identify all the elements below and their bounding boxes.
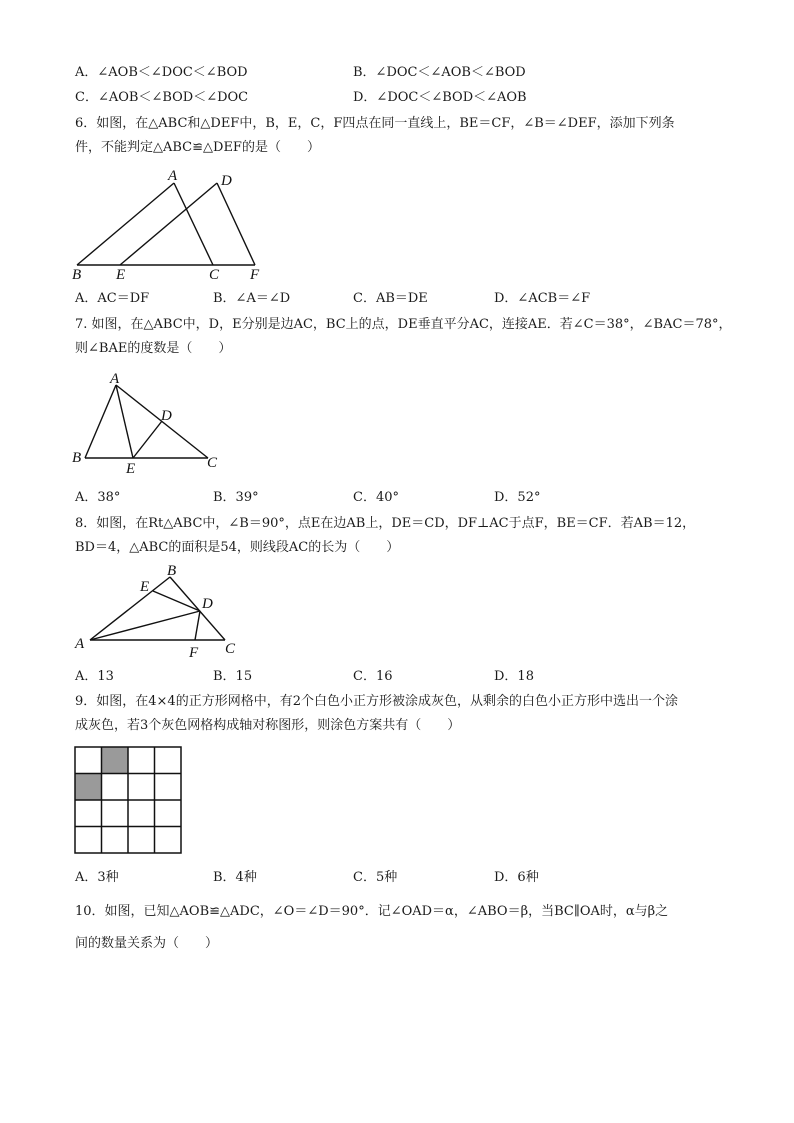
q8-label-A: A <box>75 636 85 652</box>
q8-option-a: A．13 <box>75 669 114 684</box>
q7-text-line1: 7. 如图，在△ABC中，D，E分别是边AC，BC上的点，DE垂直平分AC，连接AE．若∠C＝38°，∠BAC＝78°， <box>75 317 732 332</box>
q9-option-c: C．5种 <box>353 870 398 885</box>
q10-text-line2: 间的数量关系为（ ） <box>75 936 219 951</box>
q7-option-d: D．52° <box>494 490 541 505</box>
q9-option-a: A．3种 <box>75 870 119 885</box>
q6-label-E: E <box>116 267 126 280</box>
q6-label-F: F <box>250 267 260 280</box>
q9-option-b: B．4种 <box>213 870 257 885</box>
q8-option-d: D．18 <box>494 669 534 684</box>
q6-option-b: B．∠A＝∠D <box>213 291 291 306</box>
q9-text-line1: 9．如图，在4×4的正方形网格中，有2个白色小正方形被涂成灰色，从剩余的白色小正方形中选出一个涂 <box>75 694 678 709</box>
q8-label-C: C <box>225 641 236 657</box>
q7-label-C: C <box>207 455 218 471</box>
q10-text-line1: 10．如图，已知△AOB≌△ADC，∠O＝∠D＝90°．记∠OAD＝α，∠ABO＝β，当BC∥OA时，α与β之 <box>75 904 669 919</box>
q9-grid-figure <box>74 746 184 856</box>
q6-label-C: C <box>209 267 220 280</box>
q7-label-B: B <box>72 450 82 466</box>
q8-label-F: F <box>189 645 199 661</box>
q9-text-line2: 成灰色，若3个灰色网格构成轴对称图形，则涂色方案共有（ ） <box>75 718 461 733</box>
q8-label-E: E <box>140 579 150 595</box>
q6-option-c: C．AB＝DE <box>353 291 428 306</box>
q7-option-c: C．40° <box>353 490 399 505</box>
q5-option-c: C．∠AOB＜∠BOD＜∠DOC <box>75 90 249 105</box>
q7-label-A: A <box>110 371 120 387</box>
q7-figure <box>65 365 230 477</box>
q9-gray-cell <box>102 747 129 774</box>
q7-label-E: E <box>126 461 136 477</box>
q8-option-c: C．16 <box>353 669 393 684</box>
q8-figure <box>65 560 250 665</box>
q7-label-D: D <box>161 408 172 424</box>
q8-option-b: B．15 <box>213 669 253 684</box>
q9-gray-cell <box>75 774 102 801</box>
q6-figure <box>60 165 280 280</box>
q6-text-line2: 件，不能判定△ABC≌△DEF的是（ ） <box>75 140 320 155</box>
q6-label-B: B <box>72 267 82 280</box>
q5-option-a: A．∠AOB＜∠DOC＜∠BOD <box>75 65 248 80</box>
q5-option-d: D．∠DOC＜∠BOD＜∠AOB <box>353 90 527 105</box>
q7-option-b: B．39° <box>213 490 259 505</box>
q7-option-a: A．38° <box>75 490 121 505</box>
q8-text-line1: 8．如图，在Rt△ABC中，∠B＝90°，点E在边AB上，DE＝CD，DF⊥AC于点F，BE＝CF．若AB＝12， <box>75 516 696 531</box>
q6-option-a: A．AC＝DF <box>75 291 150 306</box>
q6-option-d: D．∠ACB＝∠F <box>494 291 591 306</box>
q8-text-line2: BD＝4，△ABC的面积是54，则线段AC的长为（ ） <box>75 540 400 555</box>
q7-text-line2: 则∠BAE的度数是（ ） <box>75 341 232 356</box>
q5-option-b: B．∠DOC＜∠AOB＜∠BOD <box>353 65 526 80</box>
q6-text-line1: 6．如图，在△ABC和△DEF中，B，E，C，F四点在同一直线上，BE＝CF，∠B＝∠DEF，添加下列条 <box>75 116 675 131</box>
q8-label-B: B <box>167 563 177 579</box>
q6-label-D: D <box>221 173 232 189</box>
q6-label-A: A <box>168 168 178 184</box>
q8-label-D: D <box>202 596 213 612</box>
q9-option-d: D．6种 <box>494 870 539 885</box>
